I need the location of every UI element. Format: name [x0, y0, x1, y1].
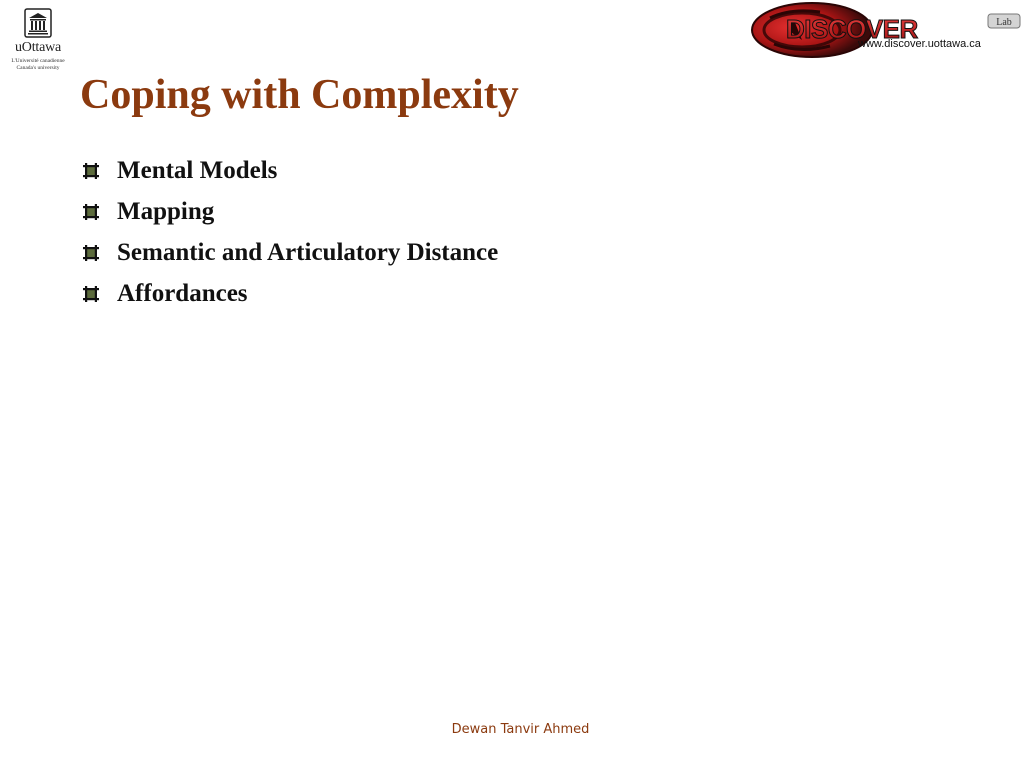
bullet-text: Mapping	[117, 197, 215, 225]
discover-wordmark: DISCOVER	[786, 14, 918, 44]
discover-url: www.discover.uottawa.ca	[858, 38, 981, 50]
uottawa-tagline-en: Canada's university	[16, 65, 60, 71]
bullet-item	[80, 273, 498, 314]
square-hash-bullet-icon	[80, 160, 102, 182]
footer-author: Dewan Tanvir Ahmed	[451, 722, 590, 737]
bullet-text: Mental Models	[117, 156, 278, 184]
bullet-item	[80, 191, 498, 232]
bullet-item	[80, 232, 498, 273]
university-building-icon	[24, 8, 52, 38]
discover-lab-logo	[750, 0, 1022, 60]
uottawa-tagline-fr: L'Université canadienne	[11, 58, 65, 64]
uottawa-wordmark: uOttawa	[14, 40, 62, 55]
slide-title: Coping with Complexity	[80, 72, 519, 118]
bullet-text: Semantic and Articulatory Distance	[117, 238, 499, 266]
square-hash-bullet-icon	[80, 242, 102, 264]
bullet-list	[80, 150, 498, 314]
bullet-item	[80, 150, 498, 191]
square-hash-bullet-icon	[80, 201, 102, 223]
bullet-text: Affordances	[117, 279, 248, 307]
uottawa-logo	[6, 8, 70, 72]
discover-lab-badge: Lab	[996, 17, 1012, 28]
square-hash-bullet-icon	[80, 283, 102, 305]
